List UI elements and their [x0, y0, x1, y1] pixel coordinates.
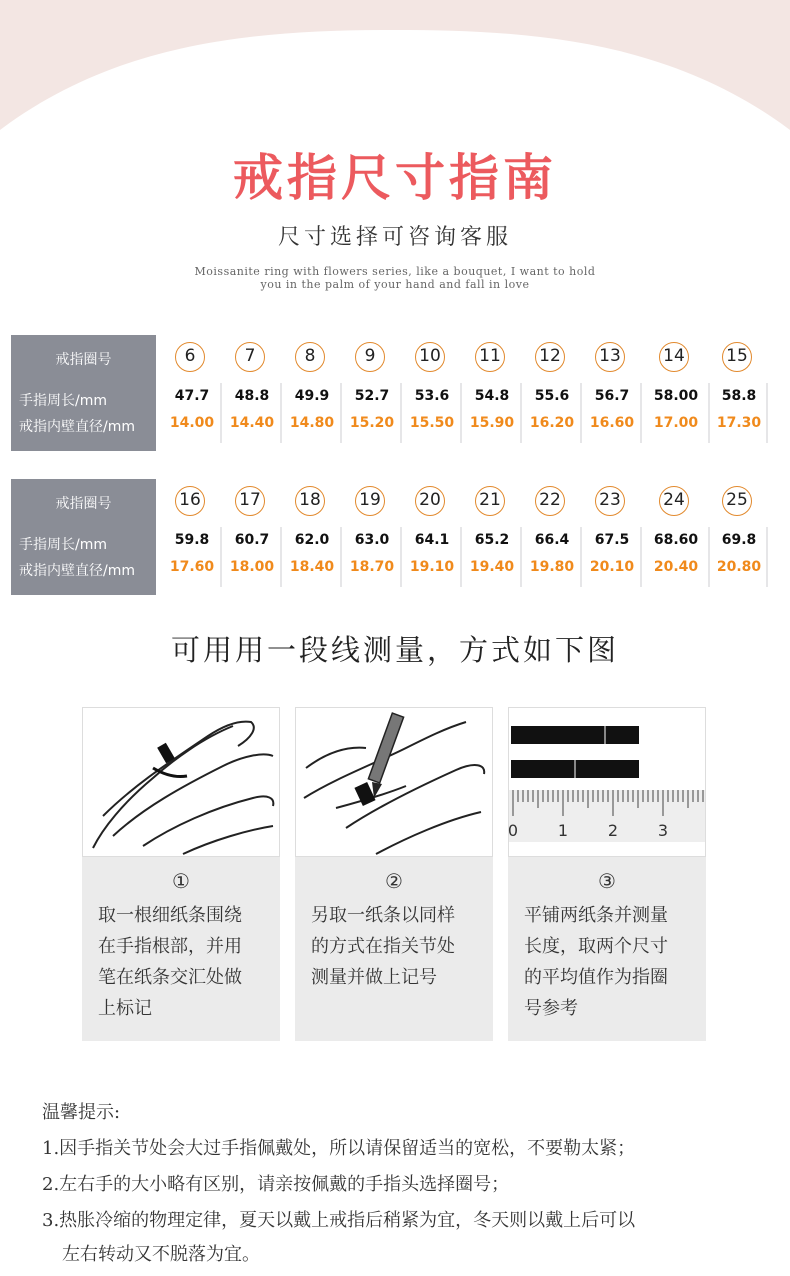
diameter-value: 15.90	[469, 415, 515, 431]
circumference-value: 58.00	[653, 388, 699, 404]
circumference-value: 65.2	[474, 532, 510, 548]
diameter-value: 18.70	[349, 559, 395, 575]
circumference-value: 58.8	[721, 388, 757, 404]
table-values	[162, 335, 768, 451]
step-card-2	[295, 707, 493, 1041]
diameter-value: 18.40	[289, 559, 335, 575]
ring-size-circle: 24	[659, 486, 689, 516]
circumference-value: 56.7	[594, 388, 630, 404]
ring-size-circle: 20	[415, 486, 445, 516]
diameter-value: 17.00	[653, 415, 699, 431]
ruler-label: 0	[507, 821, 519, 840]
pen-marking-illustration	[295, 707, 493, 857]
ring-size-circle: 12	[535, 342, 565, 372]
circumference-value: 49.9	[294, 388, 330, 404]
table-values	[162, 479, 768, 595]
step-card-3	[508, 707, 706, 1041]
diameter-value: 16.20	[529, 415, 575, 431]
diameter-value: 20.80	[716, 559, 762, 575]
diameter-value: 14.80	[289, 415, 335, 431]
ring-size-circle: 17	[235, 486, 265, 516]
circumference-value: 63.0	[354, 532, 390, 548]
measure-method-heading: 可用用一段线测量，方式如下图	[170, 633, 619, 667]
size-table-1	[11, 335, 768, 451]
tip-item-1: 1.因手指关节处会大过手指佩戴处，所以请保留适当的宽松，不要勒太紧；	[42, 1138, 636, 1159]
step-number: ②	[385, 869, 403, 893]
label-finger-circumference: 手指周长/mm	[19, 393, 107, 409]
ring-size-circle: 18	[295, 486, 325, 516]
ring-size-circle: 10	[415, 342, 445, 372]
ring-size-circle: 22	[535, 486, 565, 516]
size-table-2	[11, 479, 768, 595]
step-card-1	[82, 707, 280, 1041]
circumference-value: 60.7	[234, 532, 270, 548]
diameter-value: 19.80	[529, 559, 575, 575]
diameter-value: 16.60	[589, 415, 635, 431]
diameter-value: 14.40	[229, 415, 275, 431]
tip-item-3: 3.热胀冷缩的物理定律，夏天以戴上戒指后稍紧为宜，冬天则以戴上后可以	[42, 1210, 636, 1231]
ruler-label: 3	[657, 821, 669, 840]
circumference-value: 66.4	[534, 532, 570, 548]
ring-size-circle: 14	[659, 342, 689, 372]
ring-size-circle: 23	[595, 486, 625, 516]
step-description: 平铺两纸条并测量 长度，取两个尺寸 的平均值作为指圈 号参考	[524, 905, 668, 1019]
tip-item-2: 2.左右手的大小略有区别，请亲按佩戴的手指头选择圈号；	[42, 1174, 510, 1195]
step-description: 取一根细纸条围绕 在手指根部，并用 笔在纸条交汇处做 上标记	[98, 905, 242, 1019]
hand-wrap-illustration	[82, 707, 280, 857]
ring-size-circle: 25	[722, 486, 752, 516]
circumference-value: 62.0	[294, 532, 330, 548]
diameter-value: 14.00	[169, 415, 215, 431]
ring-size-circle: 19	[355, 486, 385, 516]
circumference-value: 69.8	[721, 532, 757, 548]
step-number: ①	[172, 869, 190, 893]
ruler-illustration	[508, 707, 706, 857]
circumference-value: 59.8	[174, 532, 210, 548]
label-finger-circumference: 手指周长/mm	[19, 537, 107, 553]
table-label-column	[11, 335, 156, 451]
ring-size-circle: 6	[175, 342, 205, 372]
ring-size-circle: 9	[355, 342, 385, 372]
ruler-label: 1	[557, 821, 569, 840]
diameter-value: 19.40	[469, 559, 515, 575]
diameter-value: 20.10	[589, 559, 635, 575]
label-inner-diameter: 戒指内壁直径/mm	[19, 563, 135, 579]
label-ring-size: 戒指圈号	[55, 496, 112, 512]
ring-size-circle: 11	[475, 342, 505, 372]
label-ring-size: 戒指圈号	[55, 352, 112, 368]
diameter-value: 20.40	[653, 559, 699, 575]
page-title: 戒指尺寸指南	[233, 148, 557, 207]
diameter-value: 19.10	[409, 559, 455, 575]
ring-size-circle: 7	[235, 342, 265, 372]
ruler-label: 2	[607, 821, 619, 840]
circumference-value: 55.6	[534, 388, 570, 404]
circumference-value: 64.1	[414, 532, 450, 548]
circumference-value: 54.8	[474, 388, 510, 404]
circumference-value: 48.8	[234, 388, 270, 404]
ring-size-circle: 13	[595, 342, 625, 372]
circumference-value: 53.6	[414, 388, 450, 404]
step-number: ③	[598, 869, 616, 893]
label-inner-diameter: 戒指内壁直径/mm	[19, 419, 135, 435]
tip-item-3-continued: 左右转动又不脱落为宜。	[62, 1244, 260, 1265]
diameter-value: 15.50	[409, 415, 455, 431]
diameter-value: 15.20	[349, 415, 395, 431]
diameter-value: 17.60	[169, 559, 215, 575]
diameter-value: 17.30	[716, 415, 762, 431]
ring-size-circle: 21	[475, 486, 505, 516]
english-tagline-2: you in the palm of your hand and fall in love	[260, 278, 530, 291]
circumference-value: 68.60	[653, 532, 699, 548]
diameter-value: 18.00	[229, 559, 275, 575]
circumference-value: 47.7	[174, 388, 210, 404]
circumference-value: 52.7	[354, 388, 390, 404]
circumference-value: 67.5	[594, 532, 630, 548]
ring-size-circle: 15	[722, 342, 752, 372]
ring-size-circle: 8	[295, 342, 325, 372]
english-tagline-1: Moissanite ring with flowers series, like a bouquet, I want to hold	[194, 265, 596, 278]
step-description: 另取一纸条以同样 的方式在指关节处 测量并做上记号	[311, 905, 455, 988]
top-decorative-arc	[0, 0, 790, 130]
page-subtitle: 尺寸选择可咨询客服	[277, 225, 512, 250]
tips-title: 温馨提示:	[42, 1102, 121, 1123]
table-label-column	[11, 479, 156, 595]
ring-size-circle: 16	[175, 486, 205, 516]
